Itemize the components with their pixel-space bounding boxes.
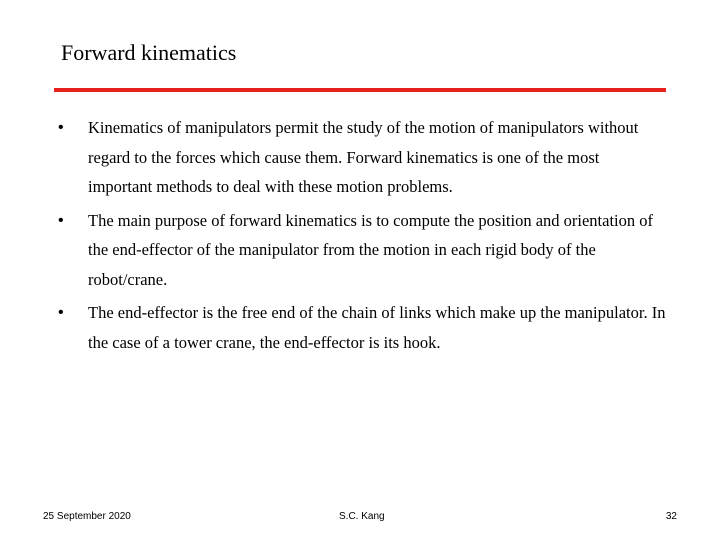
page-number: 32 <box>665 511 677 522</box>
bullet-item <box>56 206 666 295</box>
bullet-text: The end-effector is the free end of the chain of links which make up the manipulator. In the case of a tower crane, the end-effector is its hook. <box>88 303 666 352</box>
title-underline <box>54 88 666 92</box>
bullet-marker: • <box>58 211 64 229</box>
bullet-item <box>56 113 666 202</box>
bullet-text: The main purpose of forward kinematics is to compute the position and orientation of the end-effector of the manipulator from the motion in each rigid body of the robot/crane. <box>88 210 653 289</box>
bullet-text: Kinematics of manipulators permit the study of the motion of manipulators without regard to the forces which cause them. Forward kinematics is one of the most important methods to deal with these motion problems. <box>88 118 639 196</box>
bullet-marker: • <box>58 304 64 321</box>
footer-author: S.C. Kang <box>339 511 385 522</box>
footer-date: 25 September 2020 <box>43 511 131 522</box>
bullet-item <box>56 298 666 357</box>
bullet-marker: • <box>58 119 64 136</box>
bullet-list <box>56 113 666 361</box>
slide-title: Forward kinematics <box>61 40 237 65</box>
